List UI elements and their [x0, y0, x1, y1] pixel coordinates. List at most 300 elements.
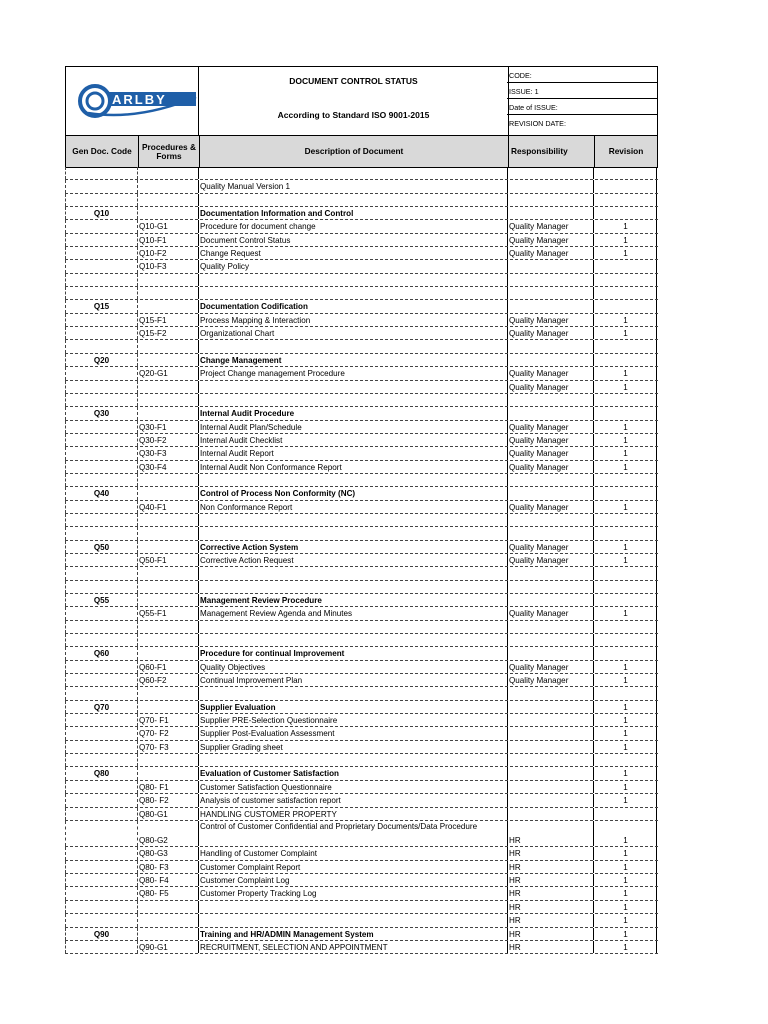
revision-cell: 1: [593, 421, 657, 433]
responsibility-cell: [507, 394, 593, 406]
responsibility-cell: Quality Manager: [507, 327, 593, 339]
procedure-code-cell: [137, 340, 198, 352]
revision-cell: 1: [593, 554, 657, 566]
responsibility-cell: [507, 647, 593, 659]
gen-code-cell: [65, 260, 137, 272]
table-row: [65, 314, 658, 327]
procedure-code-cell: [137, 687, 198, 699]
procedure-code-cell: [137, 914, 198, 926]
gen-code-cell: [65, 861, 137, 873]
revision-cell: [593, 621, 657, 633]
table-row: [65, 461, 658, 474]
gen-code-cell: [65, 874, 137, 886]
procedure-code-cell: Q30-F4: [137, 461, 198, 473]
gen-code-cell: [65, 634, 137, 646]
revision-cell: 1: [593, 847, 657, 859]
revision-cell: 1: [593, 821, 657, 847]
revision-cell: 1: [593, 767, 657, 779]
logo-cell: [65, 67, 199, 135]
revision-cell: [593, 687, 657, 699]
revision-cell: 1: [593, 901, 657, 913]
table-row: [65, 634, 658, 647]
table-row: [65, 741, 658, 754]
description-cell: Handling of Customer Complaint: [198, 847, 507, 859]
description-cell: [198, 754, 507, 766]
description-cell: Change Request: [198, 247, 507, 259]
description-cell: Evaluation of Customer Satisfaction: [198, 767, 507, 779]
responsibility-cell: Quality Manager: [507, 421, 593, 433]
table-row: [65, 621, 658, 634]
column-header-revision: Revision: [594, 136, 657, 167]
description-cell: Management Review Agenda and Minutes: [198, 607, 507, 619]
revision-cell: 1: [593, 887, 657, 899]
description-cell: Procedure for document change: [198, 220, 507, 232]
responsibility-cell: [507, 741, 593, 753]
revision-cell: 1: [593, 794, 657, 806]
revision-cell: 1: [593, 461, 657, 473]
document-subtitle: According to Standard ISO 9001-2015: [277, 110, 430, 120]
gen-code-cell: [65, 901, 137, 913]
procedure-code-cell: [137, 274, 198, 286]
gen-code-cell: Q15: [65, 300, 137, 312]
table-row: [65, 661, 658, 674]
revision-cell: 1: [593, 714, 657, 726]
procedure-code-cell: Q10-F3: [137, 260, 198, 272]
responsibility-cell: Quality Manager: [507, 674, 593, 686]
description-cell: [198, 914, 507, 926]
table-row: [65, 714, 658, 727]
table-row: [65, 687, 658, 700]
revision-cell: [593, 808, 657, 820]
gen-code-cell: [65, 381, 137, 393]
responsibility-cell: HR: [507, 901, 593, 913]
table-row: [65, 847, 658, 860]
gen-code-cell: [65, 461, 137, 473]
gen-code-cell: [65, 554, 137, 566]
procedure-code-cell: Q70- F1: [137, 714, 198, 726]
responsibility-cell: [507, 794, 593, 806]
responsibility-cell: [507, 567, 593, 579]
revision-cell: [593, 567, 657, 579]
description-cell: Training and HR/ADMIN Management System: [198, 928, 507, 940]
procedure-code-cell: [137, 167, 198, 179]
responsibility-cell: [507, 207, 593, 219]
gen-code-cell: [65, 781, 137, 793]
revision-cell: 1: [593, 381, 657, 393]
gen-code-cell: [65, 714, 137, 726]
table-row: [65, 514, 658, 527]
revision-cell: [593, 514, 657, 526]
revision-cell: [593, 594, 657, 606]
procedure-code-cell: [137, 287, 198, 299]
column-header-procedures: Procedures & Forms: [138, 136, 199, 167]
document-title: DOCUMENT CONTROL STATUS: [289, 76, 418, 86]
revision-cell: [593, 287, 657, 299]
revision-cell: 1: [593, 861, 657, 873]
procedure-code-cell: Q90-G1: [137, 941, 198, 953]
revision-cell: [593, 167, 657, 179]
description-cell: [198, 474, 507, 486]
gen-code-cell: Q60: [65, 647, 137, 659]
responsibility-cell: HR: [507, 887, 593, 899]
responsibility-cell: HR: [507, 821, 593, 847]
description-cell: Quality Policy: [198, 260, 507, 272]
procedure-code-cell: [137, 474, 198, 486]
revision-cell: 1: [593, 674, 657, 686]
revision-cell: [593, 474, 657, 486]
responsibility-cell: HR: [507, 861, 593, 873]
gen-code-cell: [65, 581, 137, 593]
responsibility-cell: [507, 781, 593, 793]
responsibility-cell: [507, 621, 593, 633]
table-row: [65, 901, 658, 914]
responsibility-cell: Quality Manager: [507, 554, 593, 566]
gen-code-cell: [65, 340, 137, 352]
revision-cell: 1: [593, 220, 657, 232]
responsibility-cell: [507, 474, 593, 486]
gen-code-cell: [65, 687, 137, 699]
table-row: [65, 474, 658, 487]
description-cell: [198, 901, 507, 913]
procedure-code-cell: [137, 207, 198, 219]
revision-cell: 1: [593, 741, 657, 753]
gen-code-cell: Q10: [65, 207, 137, 219]
responsibility-cell: Quality Manager: [507, 447, 593, 459]
responsibility-cell: HR: [507, 874, 593, 886]
responsibility-cell: HR: [507, 847, 593, 859]
description-cell: Organizational Chart: [198, 327, 507, 339]
revision-cell: [593, 260, 657, 272]
responsibility-cell: Quality Manager: [507, 381, 593, 393]
meta-issue: ISSUE: 1: [507, 83, 657, 99]
responsibility-cell: [507, 581, 593, 593]
revision-cell: 1: [593, 447, 657, 459]
table-row: [65, 407, 658, 420]
description-cell: Management Review Procedure: [198, 594, 507, 606]
description-cell: Supplier Post-Evaluation Assessment: [198, 727, 507, 739]
procedure-code-cell: [137, 767, 198, 779]
description-cell: [198, 194, 507, 206]
table-row: [65, 194, 658, 207]
procedure-code-cell: Q80- F1: [137, 781, 198, 793]
revision-cell: 1: [593, 367, 657, 379]
procedure-code-cell: [137, 300, 198, 312]
description-cell: [198, 687, 507, 699]
responsibility-cell: [507, 514, 593, 526]
responsibility-cell: HR: [507, 928, 593, 940]
gen-code-cell: [65, 514, 137, 526]
description-cell: Control of Process Non Conformity (NC): [198, 487, 507, 499]
table-row: [65, 220, 658, 233]
responsibility-cell: Quality Manager: [507, 314, 593, 326]
procedure-code-cell: Q80- F3: [137, 861, 198, 873]
revision-cell: [593, 194, 657, 206]
revision-cell: [593, 180, 657, 192]
description-cell: Internal Audit Report: [198, 447, 507, 459]
description-cell: [198, 274, 507, 286]
description-cell: [198, 581, 507, 593]
responsibility-cell: [507, 701, 593, 713]
procedure-code-cell: Q10-G1: [137, 220, 198, 232]
gen-code-cell: [65, 527, 137, 539]
procedure-code-cell: [137, 381, 198, 393]
table-row: [65, 167, 658, 180]
gen-code-cell: Q20: [65, 354, 137, 366]
table-row: [65, 207, 658, 220]
table-row: [65, 647, 658, 660]
description-cell: Documentation Information and Control: [198, 207, 507, 219]
revision-cell: [593, 354, 657, 366]
revision-cell: 1: [593, 234, 657, 246]
revision-cell: 1: [593, 541, 657, 553]
responsibility-cell: [507, 714, 593, 726]
description-cell: [198, 634, 507, 646]
table-row: [65, 247, 658, 260]
company-logo: [78, 83, 198, 119]
description-cell: Corrective Action System: [198, 541, 507, 553]
revision-cell: 1: [593, 914, 657, 926]
table-row: [65, 274, 658, 287]
procedure-code-cell: Q80-G3: [137, 847, 198, 859]
gen-code-cell: [65, 167, 137, 179]
description-cell: Supplier PRE-Selection Questionnaire: [198, 714, 507, 726]
description-cell: [198, 567, 507, 579]
description-cell: Process Mapping & Interaction: [198, 314, 507, 326]
gen-code-cell: [65, 327, 137, 339]
procedure-code-cell: [137, 621, 198, 633]
responsibility-cell: Quality Manager: [507, 247, 593, 259]
procedure-code-cell: [137, 581, 198, 593]
description-cell: Change Management: [198, 354, 507, 366]
table-row: [65, 300, 658, 313]
table-row: [65, 794, 658, 807]
responsibility-cell: [507, 340, 593, 352]
revision-cell: 1: [593, 727, 657, 739]
gen-code-cell: [65, 808, 137, 820]
gen-code-cell: Q50: [65, 541, 137, 553]
responsibility-cell: [507, 194, 593, 206]
meta-code: CODE:: [507, 67, 657, 83]
table-row: [65, 434, 658, 447]
description-cell: Customer Satisfaction Questionnaire: [198, 781, 507, 793]
table-row: [65, 327, 658, 340]
description-cell: Continual Improvement Plan: [198, 674, 507, 686]
procedure-code-cell: Q40-F1: [137, 501, 198, 513]
gen-code-cell: Q30: [65, 407, 137, 419]
gen-code-cell: [65, 941, 137, 953]
procedure-code-cell: Q15-F1: [137, 314, 198, 326]
description-cell: [198, 514, 507, 526]
responsibility-cell: [507, 487, 593, 499]
procedure-code-cell: Q80-G2: [137, 821, 198, 847]
table-row: [65, 447, 658, 460]
responsibility-cell: [507, 180, 593, 192]
description-cell: Quality Objectives: [198, 661, 507, 673]
description-cell: Customer Property Tracking Log: [198, 887, 507, 899]
table-row: [65, 821, 658, 848]
revision-cell: [593, 407, 657, 419]
procedure-code-cell: [137, 194, 198, 206]
responsibility-cell: [507, 527, 593, 539]
table-row: [65, 487, 658, 500]
procedure-code-cell: [137, 541, 198, 553]
table-row: [65, 808, 658, 821]
table-row: [65, 180, 658, 193]
revision-cell: 1: [593, 701, 657, 713]
table-row: [65, 701, 658, 714]
revision-cell: 1: [593, 327, 657, 339]
procedure-code-cell: [137, 754, 198, 766]
column-header-gen-code: Gen Doc. Code: [72, 146, 132, 156]
description-cell: Non Conformance Report: [198, 501, 507, 513]
description-cell: [198, 340, 507, 352]
procedure-code-cell: Q80- F2: [137, 794, 198, 806]
table-row: [65, 287, 658, 300]
gen-code-cell: [65, 421, 137, 433]
gen-code-cell: [65, 274, 137, 286]
gen-code-cell: [65, 727, 137, 739]
gen-code-cell: Q70: [65, 701, 137, 713]
procedure-code-cell: [137, 647, 198, 659]
revision-cell: [593, 487, 657, 499]
table-row: [65, 501, 658, 514]
revision-cell: 1: [593, 607, 657, 619]
gen-code-cell: [65, 821, 137, 847]
gen-code-cell: Q40: [65, 487, 137, 499]
revision-cell: 1: [593, 874, 657, 886]
gen-code-cell: [65, 847, 137, 859]
description-cell: Supplier Evaluation: [198, 701, 507, 713]
responsibility-cell: [507, 300, 593, 312]
document-table-body: [65, 167, 658, 954]
procedure-code-cell: [137, 514, 198, 526]
gen-code-cell: [65, 287, 137, 299]
procedure-code-cell: Q55-F1: [137, 607, 198, 619]
gen-code-cell: [65, 794, 137, 806]
table-row: [65, 754, 658, 767]
table-row: [65, 367, 658, 380]
revision-cell: 1: [593, 501, 657, 513]
revision-cell: 1: [593, 941, 657, 953]
table-row: [65, 260, 658, 273]
responsibility-cell: [507, 808, 593, 820]
description-cell: [198, 621, 507, 633]
gen-code-cell: [65, 394, 137, 406]
procedure-code-cell: [137, 354, 198, 366]
table-row: [65, 554, 658, 567]
responsibility-cell: Quality Manager: [507, 501, 593, 513]
table-row: [65, 674, 658, 687]
meta-block: [507, 67, 658, 135]
responsibility-cell: [507, 274, 593, 286]
responsibility-cell: Quality Manager: [507, 434, 593, 446]
description-cell: Internal Audit Procedure: [198, 407, 507, 419]
description-cell: Customer Complaint Report: [198, 861, 507, 873]
procedure-code-cell: Q60-F2: [137, 674, 198, 686]
responsibility-cell: [507, 727, 593, 739]
description-cell: [198, 381, 507, 393]
description-cell: Control of Customer Confidential and Proprietary Documents/Data Procedure: [198, 821, 507, 847]
meta-date-of-issue: Date of ISSUE:: [507, 99, 657, 115]
table-row: [65, 861, 658, 874]
procedure-code-cell: [137, 487, 198, 499]
gen-code-cell: [65, 447, 137, 459]
revision-cell: [593, 300, 657, 312]
gen-code-cell: [65, 247, 137, 259]
revision-cell: [593, 634, 657, 646]
revision-cell: [593, 394, 657, 406]
procedure-code-cell: Q70- F3: [137, 741, 198, 753]
title-cell: [198, 67, 509, 135]
responsibility-cell: Quality Manager: [507, 367, 593, 379]
responsibility-cell: Quality Manager: [507, 220, 593, 232]
procedure-code-cell: Q70- F2: [137, 727, 198, 739]
table-row: [65, 874, 658, 887]
table-row: [65, 394, 658, 407]
procedure-code-cell: [137, 180, 198, 192]
revision-cell: 1: [593, 434, 657, 446]
revision-cell: 1: [593, 661, 657, 673]
procedure-code-cell: [137, 407, 198, 419]
responsibility-cell: [507, 167, 593, 179]
description-cell: [198, 287, 507, 299]
procedure-code-cell: Q10-F2: [137, 247, 198, 259]
gen-code-cell: [65, 741, 137, 753]
description-cell: HANDLING CUSTOMER PROPERTY: [198, 808, 507, 820]
table-row: [65, 781, 658, 794]
gen-code-cell: Q80: [65, 767, 137, 779]
description-cell: Corrective Action Request: [198, 554, 507, 566]
gen-code-cell: [65, 674, 137, 686]
revision-cell: 1: [593, 928, 657, 940]
gen-code-cell: [65, 661, 137, 673]
responsibility-cell: [507, 354, 593, 366]
procedure-code-cell: [137, 928, 198, 940]
document-header: [65, 66, 658, 169]
gen-code-cell: [65, 180, 137, 192]
responsibility-cell: Quality Manager: [507, 661, 593, 673]
table-row: [65, 581, 658, 594]
column-header-description: Description of Document: [199, 136, 508, 167]
description-cell: RECRUITMENT, SELECTION AND APPOINTMENT: [198, 941, 507, 953]
table-row: [65, 567, 658, 580]
procedure-code-cell: Q15-F2: [137, 327, 198, 339]
procedure-code-cell: Q50-F1: [137, 554, 198, 566]
procedure-code-cell: [137, 634, 198, 646]
responsibility-cell: [507, 754, 593, 766]
gen-code-cell: [65, 621, 137, 633]
procedure-code-cell: [137, 901, 198, 913]
procedure-code-cell: Q30-F2: [137, 434, 198, 446]
gen-code-cell: [65, 314, 137, 326]
revision-cell: [593, 207, 657, 219]
description-cell: Supplier Grading sheet: [198, 741, 507, 753]
gen-code-cell: [65, 234, 137, 246]
logo-text: ARLBY: [112, 92, 167, 107]
gen-code-cell: [65, 501, 137, 513]
gen-code-cell: Q55: [65, 594, 137, 606]
gen-code-cell: [65, 474, 137, 486]
table-row: [65, 354, 658, 367]
description-cell: Internal Audit Checklist: [198, 434, 507, 446]
description-cell: [198, 527, 507, 539]
procedure-code-cell: [137, 701, 198, 713]
column-header-row: [65, 135, 658, 168]
meta-revision-date: REVISION DATE:: [509, 119, 566, 128]
description-cell: Internal Audit Non Conformance Report: [198, 461, 507, 473]
table-row: [65, 234, 658, 247]
procedure-code-cell: [137, 594, 198, 606]
